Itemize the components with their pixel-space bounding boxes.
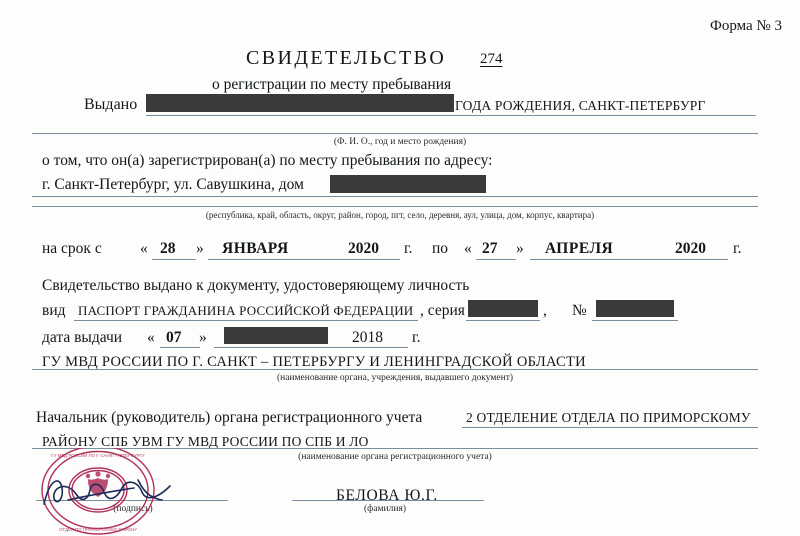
rule-series — [466, 320, 540, 321]
rule-day-from — [152, 259, 196, 260]
quote-close-to: » — [516, 240, 524, 257]
passport-series-redaction — [468, 300, 538, 317]
official-stamp-icon — [28, 448, 168, 536]
term-to-label: по — [432, 240, 449, 257]
caption-surname: (фамилия) — [364, 504, 406, 514]
rule-organ — [32, 369, 758, 370]
official-surname: БЕЛОВА Ю.Г. — [336, 487, 438, 504]
rule-chief — [462, 427, 758, 428]
document-series-comma: , — [543, 302, 547, 319]
term-g-to: г. — [733, 240, 742, 257]
issuing-organ: ГУ МВД РОССИИ ПО Г. САНКТ – ПЕТЕРБУРГУ И ЛЕНИНГРАДСКОЙ ОБЛАСТИ — [42, 354, 586, 370]
rule-signature — [36, 500, 228, 501]
chief-organ-line1: 2 ОТДЕЛЕНИЕ ОТДЕЛА ПО ПРИМОРСКОМУ — [466, 410, 751, 425]
quote-open-issue: « — [147, 329, 155, 346]
registration-statement: о том, что он(а) зарегистрирован(а) по месту пребывания по адресу: — [42, 152, 493, 169]
quote-open-from: « — [140, 240, 148, 257]
rule-doc-kind — [74, 320, 418, 321]
rule-address — [32, 196, 758, 197]
term-g-from: г. — [404, 240, 413, 257]
caption-signature: (подпись) — [113, 504, 153, 514]
rule-day-to — [476, 259, 516, 260]
caption-fio: (Ф. И. О., год и место рождения) — [333, 137, 467, 147]
fio-redaction — [146, 94, 454, 112]
rule-number — [592, 320, 678, 321]
rule-month-to — [530, 259, 728, 260]
quote-close-from: » — [196, 240, 204, 257]
rule-issued — [146, 115, 756, 116]
chief-label: Начальник (руководитель) органа регистрационного учета — [36, 409, 423, 426]
rule-surname — [292, 500, 484, 501]
page-title: СВИДЕТЕЛЬСТВО — [246, 47, 447, 69]
certificate-number: 274 — [480, 51, 503, 67]
document-number-label: № — [572, 302, 587, 319]
address-value: г. Санкт-Петербург, ул. Савушкина, дом — [42, 176, 304, 193]
caption-registration-organ: (наименование органа регистрационного учета) — [298, 452, 492, 462]
document-kind-label: вид — [42, 302, 66, 319]
chief-organ-line2: РАЙОНУ СПБ УВМ ГУ МВД РОССИИ ПО СПБ И ЛО — [42, 434, 369, 449]
rule-issue-rest — [214, 347, 408, 348]
issue-year: 2018 — [352, 329, 383, 346]
term-month-to: АПРЕЛЯ — [545, 240, 614, 257]
form-number: Форма № 3 — [710, 18, 782, 34]
rule-address-2 — [32, 206, 758, 207]
issue-date-label: дата выдачи — [42, 329, 123, 346]
issue-g: г. — [412, 329, 421, 346]
caption-issuing-organ: (наименование органа, учреждения, выдавшего документ) — [276, 373, 514, 383]
document-kind-value: ПАСПОРТ ГРАЖДАНИНА РОССИЙСКОЙ ФЕДЕРАЦИИ — [78, 303, 414, 318]
term-from-label: на срок с — [42, 240, 102, 257]
svg-text:ГУ МВД РОССИИ ПО Г. САНКТ-ПЕТЕ: ГУ МВД РОССИИ ПО Г. САНКТ-ПЕТЕРБУРГУ — [51, 453, 145, 458]
quote-close-issue: » — [199, 329, 207, 346]
term-year-from: 2020 — [348, 240, 379, 257]
quote-open-to: « — [464, 240, 472, 257]
issued-label: Выдано — [84, 96, 138, 113]
page-subtitle: о регистрации по месту пребывания — [212, 76, 452, 93]
rule-fio — [32, 133, 758, 134]
term-month-from: ЯНВАРЯ — [222, 240, 289, 257]
issue-month-redaction — [224, 327, 328, 344]
document-series-label: , серия — [420, 302, 465, 319]
issue-day: 07 — [166, 329, 182, 346]
rule-chief-2 — [32, 448, 758, 449]
caption-address: (республика, край, область, округ, район, город, пгт, село, деревня, аул, улица, дом, корпус, квартира) — [205, 210, 595, 220]
identity-document-statement: Свидетельство выдано к документу, удостоверяющему личность — [42, 277, 470, 294]
rule-issue-day — [160, 347, 200, 348]
issued-value-tail: ГОДА РОЖДЕНИЯ, САНКТ-ПЕТЕРБУРГ — [455, 98, 706, 113]
term-year-to: 2020 — [675, 240, 706, 257]
term-day-from: 28 — [160, 240, 176, 257]
term-day-to: 27 — [482, 240, 498, 257]
passport-number-redaction — [596, 300, 674, 317]
svg-text:ОТДЕЛ ПО ПРИМОРСКОМУ РАЙОНУ: ОТДЕЛ ПО ПРИМОРСКОМУ РАЙОНУ — [59, 527, 137, 532]
house-redaction — [330, 175, 486, 193]
rule-month-from — [208, 259, 400, 260]
